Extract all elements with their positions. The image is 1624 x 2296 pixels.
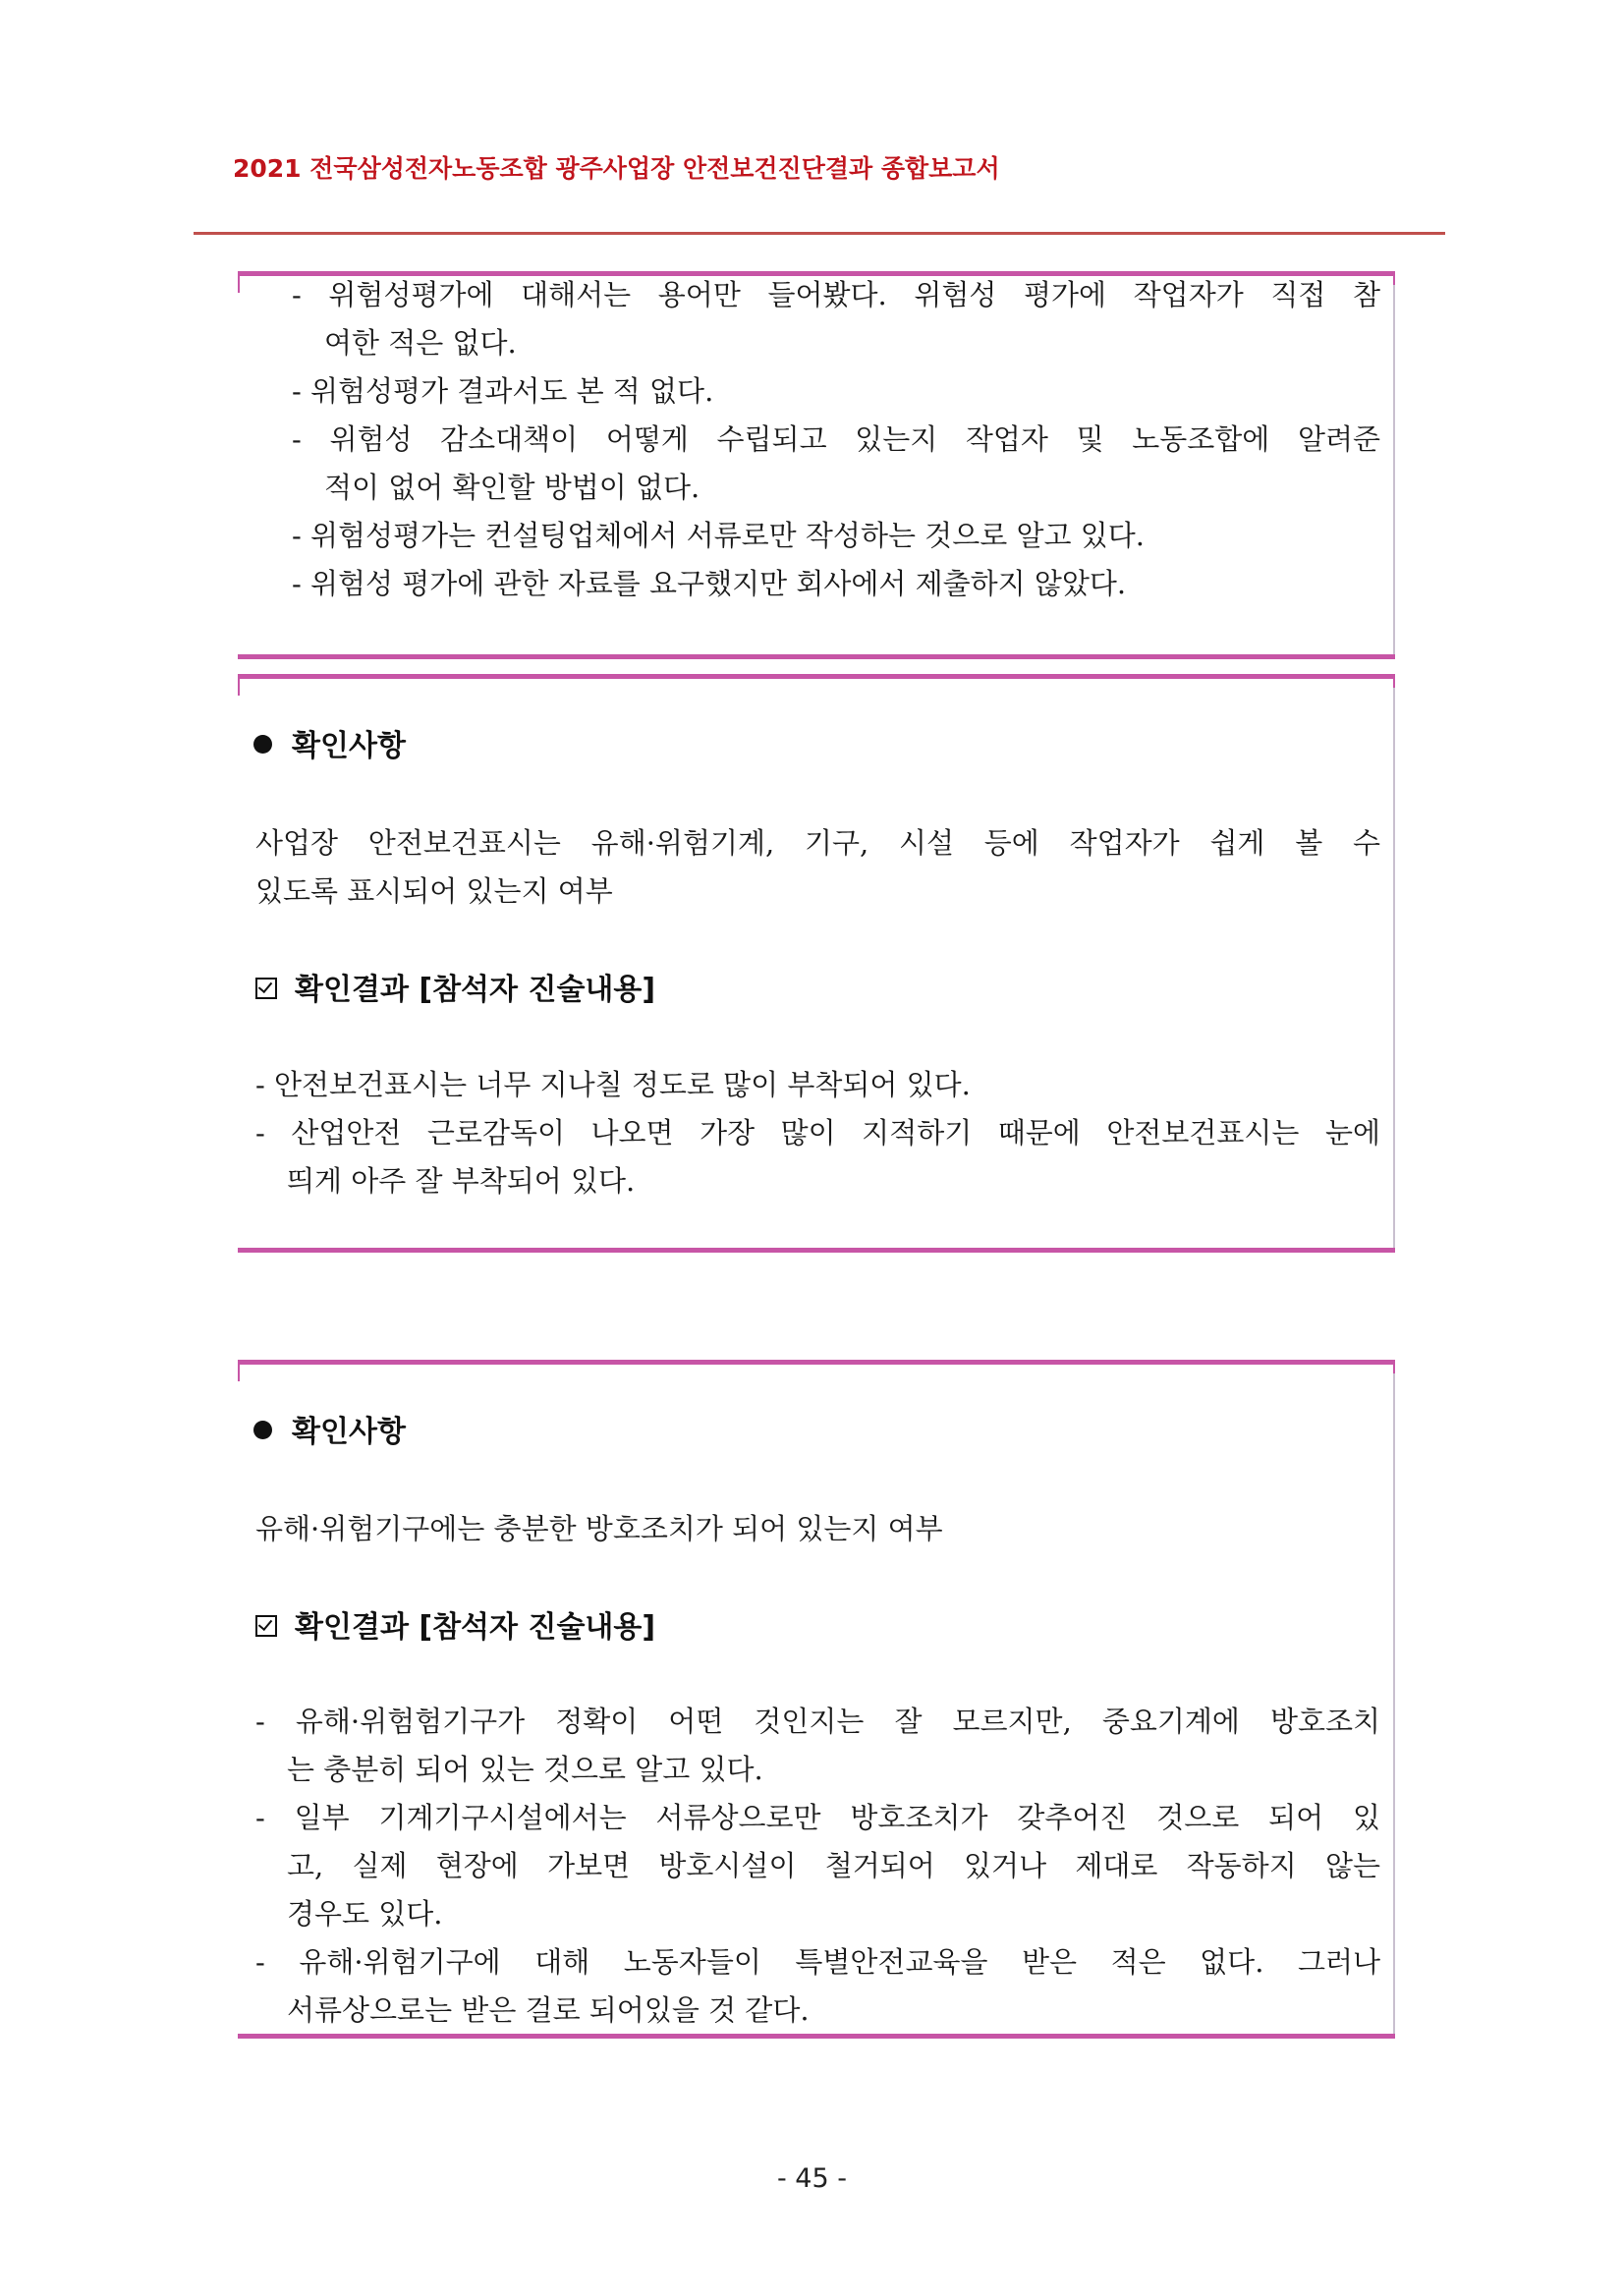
list-item-continuation	[287, 1842, 1380, 1890]
list-item-line: 고, 실제 현장에 가보면 방호시설이 철거되어 있거나 제대로 작동하지 않는	[287, 1849, 1380, 1882]
list-item-line: 띄게 아주 잘 부착되어 있다.	[287, 1164, 636, 1198]
list-item	[255, 1109, 1380, 1157]
check-item-heading-text: 확인사항	[292, 1415, 406, 1449]
list-item-line: - 유해·위험험기구가 정확이 어떤 것인지는 잘 모르지만, 중요기계에 방호조치	[255, 1705, 1380, 1738]
list-item-continuation	[324, 464, 700, 512]
check-item-line: 있도록 표시되어 있는지 여부	[255, 874, 613, 908]
check-item-text	[255, 1505, 943, 1553]
list-item-line: - 안전보건표시는 너무 지나칠 정도로 많이 부착되어 있다.	[255, 1068, 971, 1101]
list-item-line: 는 충분히 되어 있는 것으로 알고 있다.	[287, 1753, 763, 1786]
box-corner	[1393, 1360, 1395, 1373]
list-item	[292, 560, 1126, 608]
check-item-text	[255, 819, 1380, 868]
list-item-continuation	[287, 1746, 763, 1794]
box-corner	[238, 1360, 240, 1381]
check-item-heading	[253, 721, 406, 764]
list-item-line: - 유해·위험기구에 대해 노동자들이 특별안전교육을 받은 적은 없다. 그러나	[255, 1945, 1380, 1979]
list-item	[292, 416, 1380, 464]
report-title: 2021 전국삼성전자노동조합 광주사업장 안전보건진단결과 종합보고서	[233, 154, 1000, 183]
check-item-text-continuation	[255, 868, 613, 916]
list-item-line: - 산업안전 근로감독이 나오면 가장 많이 지적하기 때문에 안전보건표시는 눈에	[255, 1116, 1380, 1149]
bullet-icon	[253, 1421, 272, 1439]
list-item-line: 경우도 있다.	[287, 1897, 443, 1931]
list-item-line: 서류상으로는 받은 걸로 되어있을 것 같다.	[287, 1993, 810, 2027]
box-bottom-border	[238, 1248, 1395, 1253]
list-item-line: - 위험성평가 결과서도 본 적 없다.	[292, 374, 714, 408]
list-item-line: - 위험성평가에 대해서는 용어만 들어봤다. 위험성 평가에 작업자가 직접 참	[292, 278, 1380, 311]
result-heading	[255, 965, 655, 1008]
result-heading	[255, 1602, 655, 1646]
list-item-line: - 위험성 평가에 관한 자료를 요구했지만 회사에서 제출하지 않았다.	[292, 567, 1127, 600]
list-item	[255, 1698, 1380, 1746]
check-item-line: 사업장 안전보건표시는 유해·위험기계, 기구, 시설 등에 작업자가 쉽게 볼 수	[255, 826, 1380, 860]
header-divider	[194, 232, 1445, 235]
box-corner	[1393, 271, 1395, 285]
result-heading-text: 확인결과 [참석자 진술내용]	[295, 973, 656, 1007]
list-item-continuation	[287, 1890, 443, 1938]
bullet-icon	[253, 735, 272, 754]
list-item-continuation	[287, 1157, 635, 1205]
list-item-line: 적이 없어 확인할 방법이 없다.	[324, 471, 700, 504]
box-top-border	[238, 674, 1395, 679]
list-item-line: - 위험성평가는 컨설팅업체에서 서류로만 작성하는 것으로 알고 있다.	[292, 519, 1145, 552]
box-corner	[238, 674, 240, 696]
page-number: - 45 -	[776, 2163, 847, 2194]
list-item-line: - 일부 기계기구시설에서는 서류상으로만 방호조치가 갖추어진 것으로 되어 있	[255, 1801, 1380, 1834]
checkbox-checked-icon	[255, 1615, 277, 1637]
box-corner	[1393, 674, 1395, 688]
check-item-line: 유해·위험기구에는 충분한 방호조치가 되어 있는지 여부	[255, 1512, 943, 1545]
list-item	[292, 367, 713, 416]
list-item-line: - 위험성 감소대책이 어떻게 수립되고 있는지 작업자 및 노동조합에 알려준	[292, 422, 1380, 456]
list-item-line: 여한 적은 없다.	[324, 326, 517, 360]
list-item	[292, 512, 1145, 560]
list-item-continuation	[287, 1987, 810, 2035]
box-top-border	[238, 1360, 1395, 1365]
check-item-heading-text: 확인사항	[292, 729, 406, 763]
list-item	[292, 271, 1380, 319]
list-item	[255, 1938, 1380, 1987]
checkbox-checked-icon	[255, 978, 277, 999]
box-corner	[238, 271, 240, 293]
list-item	[255, 1794, 1380, 1842]
check-item-heading	[253, 1407, 406, 1450]
result-heading-text: 확인결과 [참석자 진술내용]	[295, 1610, 656, 1645]
list-item	[255, 1061, 971, 1109]
box-bottom-border	[238, 654, 1395, 659]
list-item-continuation	[324, 319, 517, 367]
